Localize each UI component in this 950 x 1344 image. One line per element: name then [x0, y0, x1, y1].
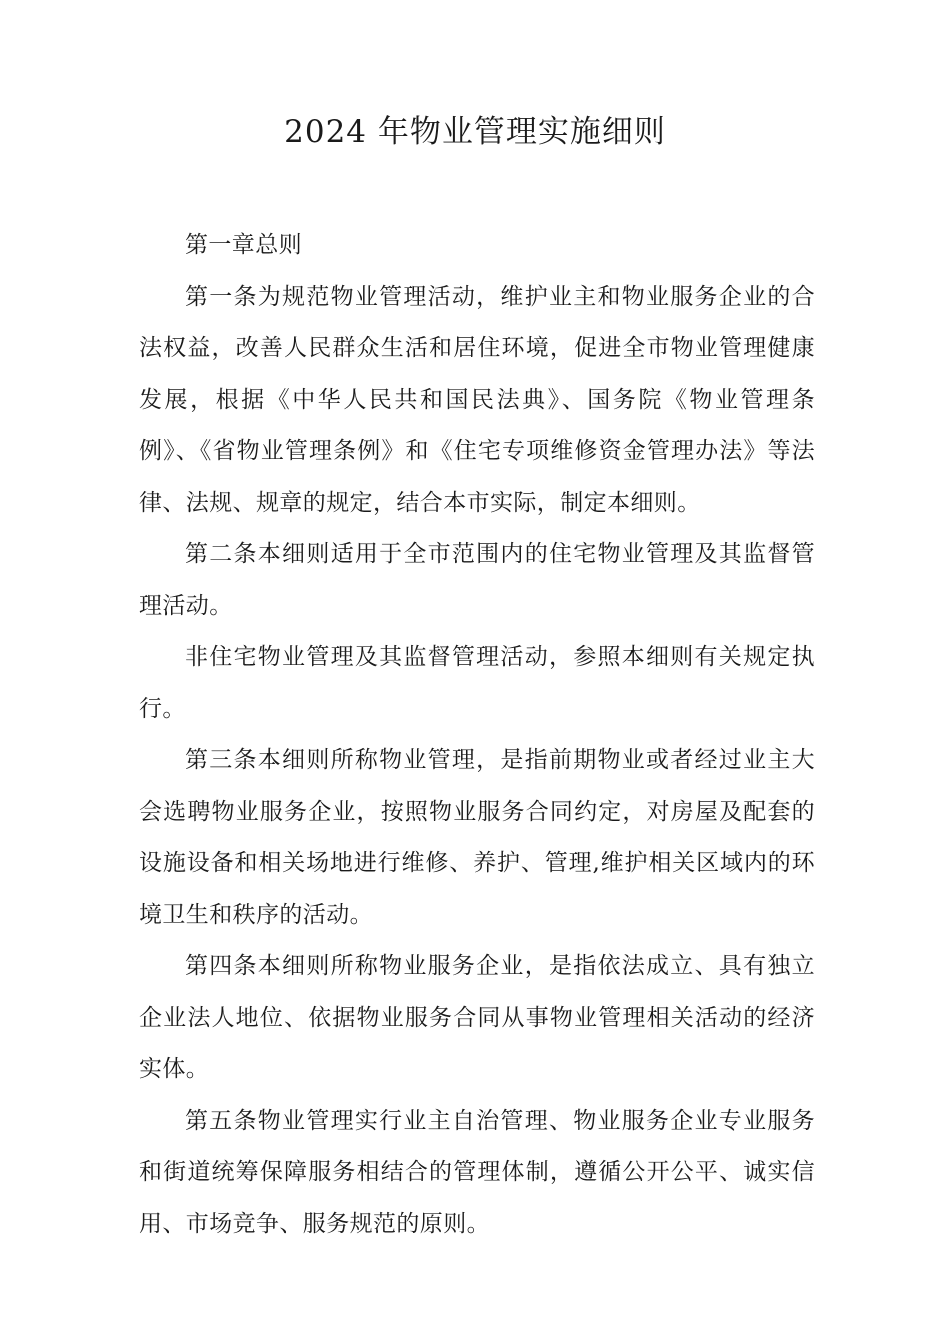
article-4: 第四条本细则所称物业服务企业，是指依法成立、具有独立企业法人地位、依据物业服务合同从事物业管理相关活动的经济实体。	[139, 953, 815, 1082]
article-2: 第二条本细则适用于全市范围内的住宅物业管理及其监督管理活动。	[139, 541, 815, 619]
document-body	[139, 220, 815, 1250]
document-title: 2024 年物业管理实施细则	[284, 114, 666, 150]
article-3: 第三条本细则所称物业管理，是指前期物业或者经过业主大会选聘物业服务企业，按照物业服务合同约定，对房屋及配套的设施设备和相关场地进行维修、养护、管理,维护相关区域内的环境卫生和秩序的活动。	[139, 747, 815, 928]
article-1: 第一条为规范物业管理活动，维护业主和物业服务企业的合法权益，改善人民群众生活和居住环境，促进全市物业管理健康发展，根据《中华人民共和国民法典》、国务院《物业管理条例》、《省物业管理条例》和《住宅专项维修资金管理办法》等法律、法规、规章的规定，结合本市实际，制定本细则。	[139, 283, 815, 516]
article-5: 第五条物业管理实行业主自治管理、物业服务企业专业服务和街道统筹保障服务相结合的管理体制，遵循公开公平、诚实信用、市场竞争、服务规范的原则。	[139, 1107, 815, 1237]
chapter-heading: 第一章总则	[185, 232, 302, 258]
article-2-supplement: 非住宅物业管理及其监督管理活动，参照本细则有关规定执行。	[139, 644, 815, 722]
